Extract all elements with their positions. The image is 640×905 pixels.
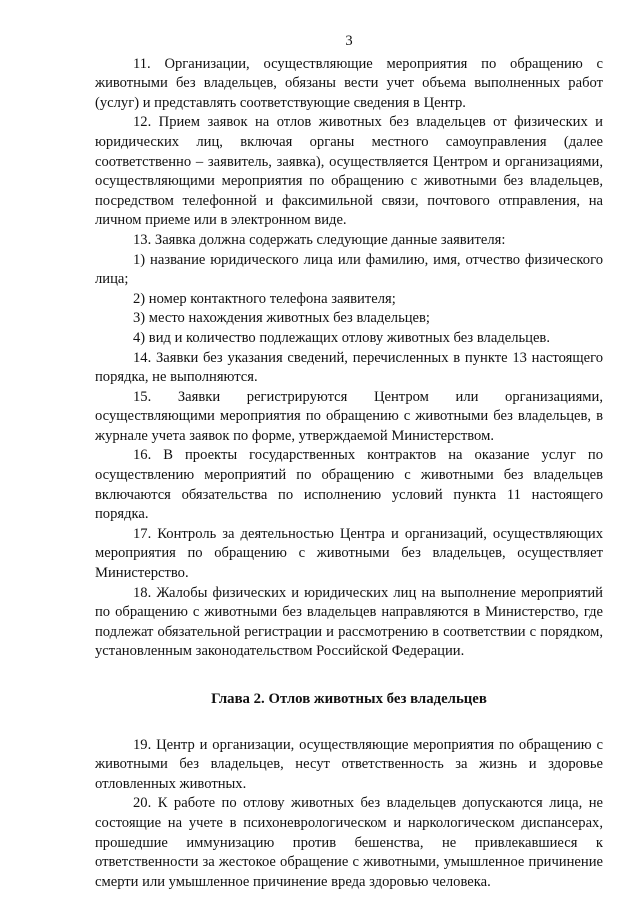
paragraph-20: 20. К работе по отлову животных без владельцев допускаются лица, не состоящие на учете в психоневрологическом и наркологическом диспансерах, прошедшие иммунизацию против бешенства, не привлекавшиеся к ответственности за жестокое обращение с животными, умышленное причинение смерти или умышленное причинение вреда здоровью человека. <box>95 795 603 890</box>
paragraph-19: 19. Центр и организации, осуществляющие мероприятия по обращению с животными без владельцев, несут ответственность за жизнь и здоровье отловленных животных. <box>95 736 603 792</box>
paragraph-13-item-1: 1) название юридического лица или фамилию, имя, отчество физического лица; <box>95 251 603 288</box>
paragraph-11: 11. Организации, осуществляющие мероприятия по обращению с животными без владельцев, обязаны вести учет объема выполненных работ (услуг) и представлять соответствующие сведения в Центр. <box>95 55 603 111</box>
paragraph-13: 13. Заявка должна содержать следующие данные заявителя: <box>133 231 506 248</box>
paragraph-18: 18. Жалобы физических и юридических лиц на выполнение мероприятий по обращению с животными без владельцев направляются в Министерство, где подлежат обязательной регистрации и рассмотрению в соответствии с порядком, установленным законодательством Российской Федерации. <box>95 584 603 660</box>
paragraph-13-item-2: 2) номер контактного телефона заявителя; <box>133 290 396 307</box>
paragraph-15: 15. Заявки регистрируются Центром или организациями, осуществляющими мероприятия по обращению с животными без владельцев, в журнале учета заявок по форме, утверждаемой Министерством. <box>95 388 603 444</box>
chapter-heading: Глава 2. Отлов животных без владельцев <box>211 691 487 707</box>
paragraph-13-item-4: 4) вид и количество подлежащих отлову животных без владельцев. <box>133 329 550 346</box>
page-number: 3 <box>345 33 353 49</box>
paragraph-12: 12. Прием заявок на отлов животных без владельцев от физических и юридических лиц, включая органы местного самоуправления (далее соответственно – заявитель, заявка), осуществляется Центром и организациями, осуществляющими мероприятия по обращению с животными без владельцев, посредством телефонной и факсимильной связи, почтового отправления, на личном приеме или в электронном виде. <box>95 114 603 229</box>
paragraph-17: 17. Контроль за деятельностью Центра и организаций, осуществляющих мероприятия по обращению с животными без владельцев, осуществляет Министерство. <box>95 525 603 582</box>
paragraph-14: 14. Заявки без указания сведений, перечисленных в пункте 13 настоящего порядка, не выполняются. <box>95 349 603 386</box>
document-page <box>95 32 603 892</box>
paragraph-16: 16. В проекты государственных контрактов на оказание услуг по осуществлению мероприятий по обращению с животными без владельцев включаются обязательства по исполнению условий пункта 11 настоящего порядка. <box>95 447 603 523</box>
paragraph-13-item-3: 3) место нахождения животных без владельцев; <box>133 310 430 327</box>
